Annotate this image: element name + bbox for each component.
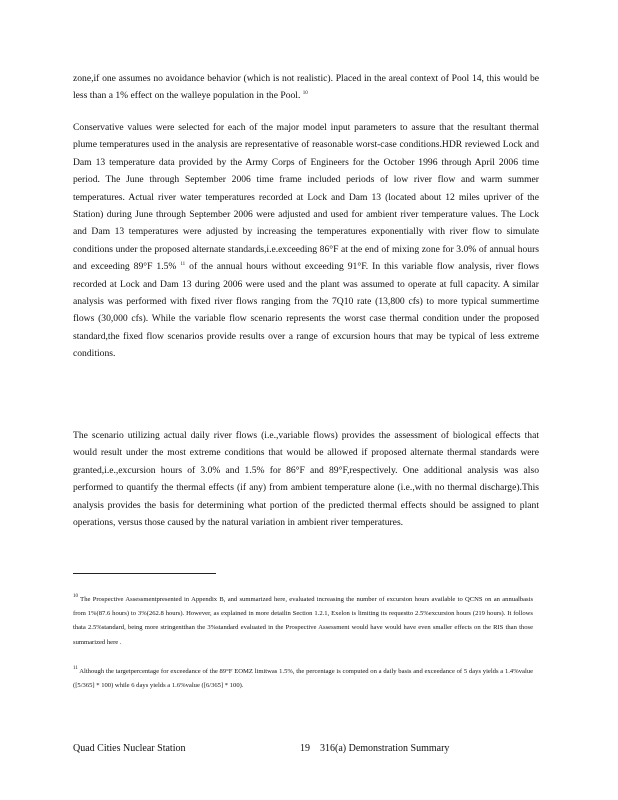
- footnote-ref-11: 11: [180, 262, 186, 268]
- paragraph-model-inputs: Conservative values were selected for each of the major model input parameters to assure that the resultant thermal plume temperatures used in the analysis are representative of reasonable worst-case conditions.HDR reviewed Lock and Dam 13 temperature data provided by the Army Corps of Engineers for the October 1996 through April 2006 time period. The June through September 2006 time frame included periods of low river flow and warm summer temperatures. Actual river water temperatures recorded at Lock and Dam 13 (located about 12 miles upriver of the Station) during June through September 2006 were adjusted and used for ambient river temperature values. The Lock and Dam 13 temperatures were adjusted by increasing the temperatures exponentially with river flow to simulate conditions under the proposed alternate standards,i.e.exceeding 86°F at the end of mixing zone for 3.0% of annual hours and exceeding 89°F 1.5% $^{11}$ of the annual hours without exceeding 91°F. In this variable flow analysis, river flows recorded at Lock and Dam 13 during 2006 were used and the plant was assumed to operate at full capacity. A similar analysis was performed with fixed river flows ranging from the 7Q10 rate (13,800 cfs) to more typical summertime flows (30,000 cfs). While the variable flow scenario represents the worst case thermal condition under the proposed standard,the fixed flow scenarios provide results over a range of excursion hours that may be typical of less extreme conditions.: [73, 122, 539, 360]
- page-number: 19: [300, 743, 310, 754]
- footer-station-name: Quad Cities Nuclear Station: [73, 743, 186, 754]
- paragraph-walleye-effect: zone,if one assumes no avoidance behavior (which is not realistic). Placed in the areal context of Pool 14, this would be less than a 1% effect on the walleye population in the Pool. $^{10}$: [73, 73, 539, 102]
- footnote-ref-10: 10: [302, 91, 308, 97]
- footnote-10: $^{10}$ The Prospective Assessmentpresented in Appendix B, and summarized here, evaluated increasing the number of excursion hours available to QCNS on an annualbasis from 1%(87.6 hours) to 3%(262.8 hours). However, as explained in more detailin Section 1.2.1, Exelon is limiting its requestto 2.5%excursion hours (219 hours). It follows thata 2.5%standard, being more stringentthan the 3%standard evaluated in the Prospective Assessment would have would have even smaller effects on the RIS than those summarized here .: [73, 594, 534, 646]
- footnote-11: $^{11}$ Although the targetpercentage for exceedance of the 89°F EOMZ limitwas 1.5%, the percentage is computed on a daily basis and exceedance of 5 days yields a 1.4%value ([5/365] * 100) while 6 days yields a 1.6%value ([6/365] * 100).: [73, 666, 533, 690]
- footnote-separator: [73, 573, 216, 574]
- paragraph-scenario: The scenario utilizing actual daily river flows (i.e.,variable flows) provides the assessment of biological effects that would result under the most extreme conditions that would be allowed if proposed alternate thermal standards were granted,i.e.,excursion hours of 3.0% and 1.5% for 86°F and 89°F,respectively. One additional analysis was also performed to quantify the thermal effects (if any) from ambient temperature alone (i.e.,with no thermal discharge).This analysis provides the basis for determining what portion of the predicted thermal effects should be assigned to plant operations, versus those caused by the natural variation in ambient river temperatures.: [73, 430, 539, 529]
- footer-document-title: 316(a) Demonstration Summary: [320, 743, 450, 754]
